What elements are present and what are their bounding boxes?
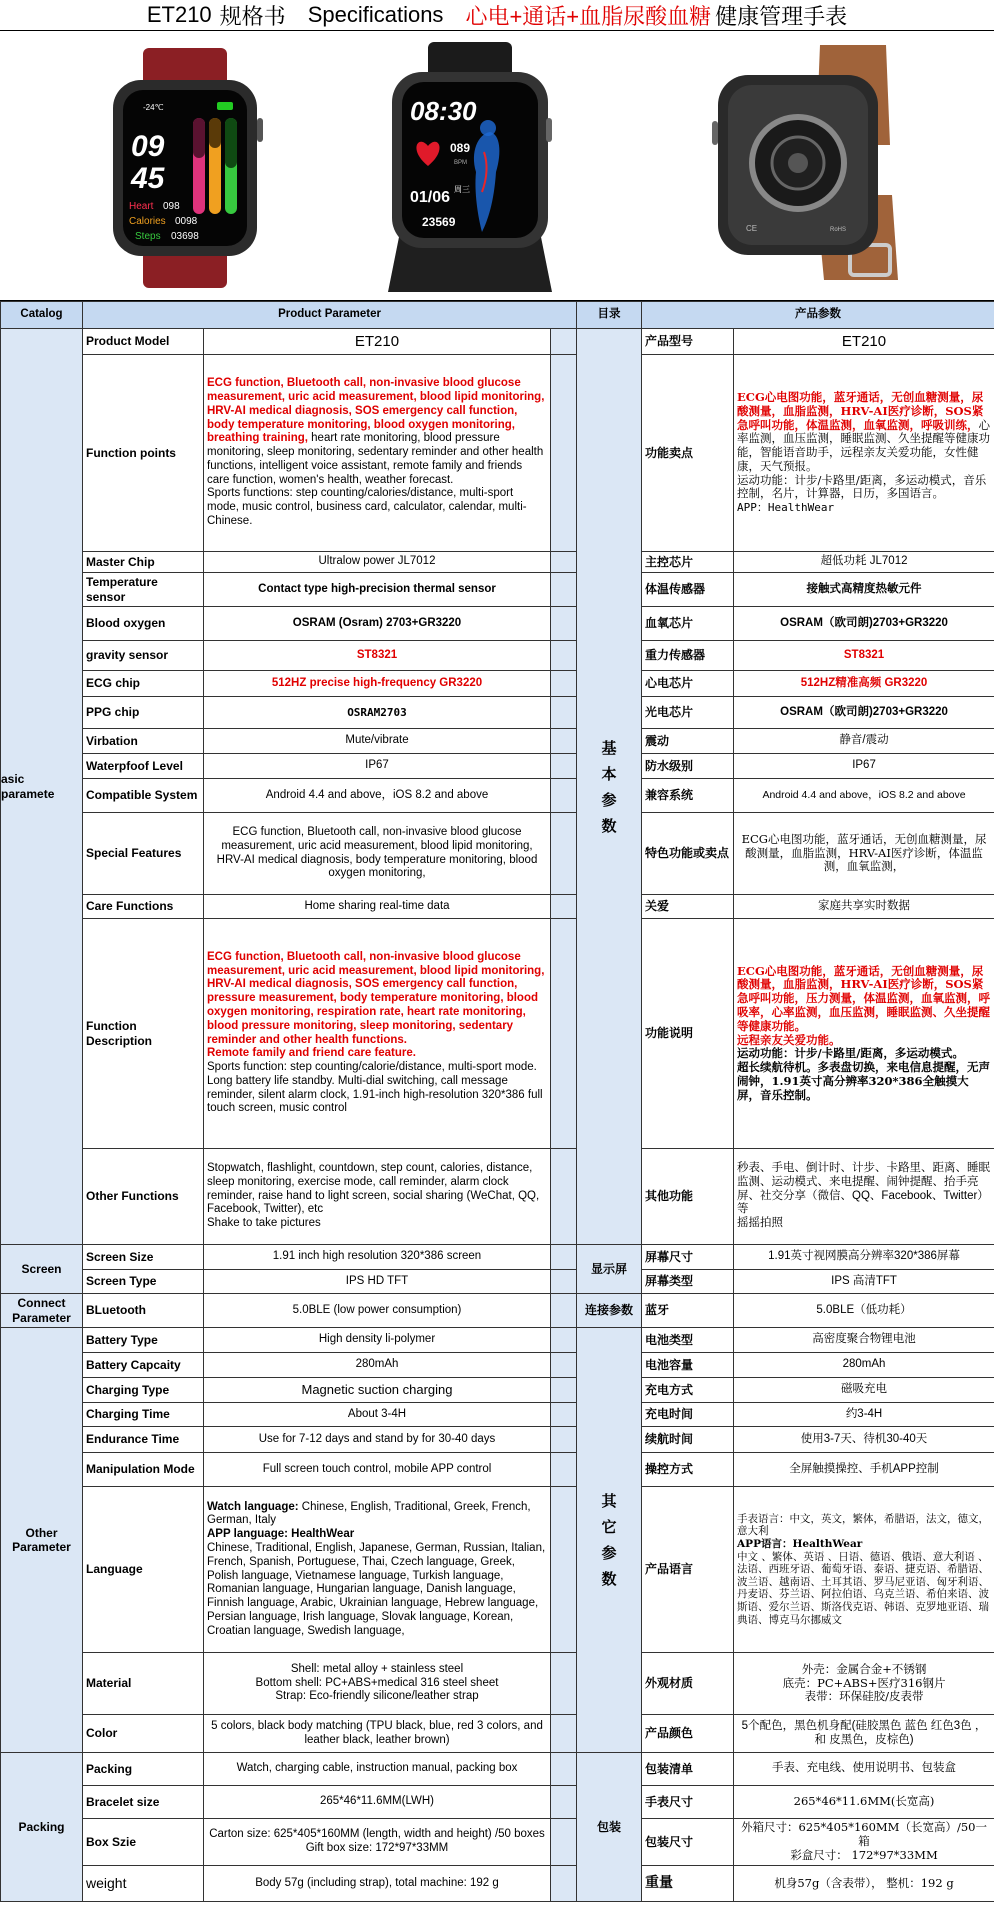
cat-connect: Connect Parameter [1, 1294, 83, 1328]
row-manipulation: Manipulation Mode Full screen touch control, mobile APP control 操控方式 全屏触摸操控、手机APP控制 [1, 1453, 994, 1487]
svg-text:0098: 0098 [175, 216, 198, 227]
row-special: Special Features ECG function, Bluetooth call, non-invasive blood glucose measurement, uric acid measurement, blood lipid monitoring, HRV-AI medical diagnosis, body temperature monitoring, blood oxygen monitoring, 特色功能或卖点 ECG心电图功能，蓝牙通话，无创血糖测量，尿酸测量，血脂监测，HRV-AI医疗诊断，体温监测，血氧监测， [1, 813, 994, 895]
value-model: ET210 [204, 329, 551, 355]
svg-text:089: 089 [450, 141, 471, 155]
row-bluetooth: Connect Parameter BLuetooth 5.0BLE (low power consumption) 连接参数 蓝牙 5.0BLE（低功耗） [1, 1294, 994, 1328]
svg-text:08:30: 08:30 [410, 96, 477, 126]
row-oxygen: Blood oxygen OSRAM (Osram) 2703+GR3220 血氧芯片 OSRAM（欧司朗)2703+GR3220 [1, 607, 994, 641]
cat-basic: asic paramete [1, 329, 83, 1245]
spec-table [0, 301, 994, 1902]
label-model: Product Model [83, 329, 204, 355]
label-function-points: Function points [83, 355, 204, 552]
row-packing: Packing Packing Watch, charging cable, instruction manual, packing box 包装 包装清单 手表、充电线、使用说明书、包装盒 [1, 1753, 994, 1786]
row-compat: Compatible System Android 4.4 and above，iOS 8.2 and above 兼容系统 Android 4.4 and above，iOS 8.2 and above [1, 779, 994, 813]
row-gravity: gravity sensor ST8321 重力传感器 ST8321 [1, 641, 994, 671]
cn-value-model: ET210 [734, 329, 994, 355]
cat-other: Other Parameter [1, 1328, 83, 1753]
svg-text:45: 45 [131, 162, 165, 195]
watch-black-image [370, 42, 570, 292]
svg-text:Steps: Steps [135, 231, 161, 242]
row-weight: weight Body 57g (including strap), total machine: 192 g 重量 机身57g（含表带）， 整机：192 g [1, 1866, 994, 1902]
cn-label-function-points: 功能卖点 [642, 355, 734, 552]
cn-label-model: 产品型号 [642, 329, 734, 355]
row-model [1, 329, 994, 355]
svg-text:03698: 03698 [171, 231, 199, 242]
cn-cat-screen: 显示屏 [577, 1245, 642, 1294]
svg-text:-24℃: -24℃ [143, 103, 164, 112]
row-ecg: ECG chip 512HZ precise high-frequency GR3220 心电芯片 512HZ精准高频 GR3220 [1, 671, 994, 697]
row-battery-capacity: Battery Capcaity 280mAh 电池容量 280mAh [1, 1353, 994, 1378]
cn-cat-basic: 基 本 参 数 [577, 329, 642, 1245]
row-material: Material Shell: metal alloy + stainless steel Bottom shell: PC+ABS+medical 316 steel sheet Strap: Eco-friendly silicone/leather strap 外观材质 外壳：金属合金+不锈钢 底壳：PC+ABS+医疗316钢片 表带：环保硅胶/皮表带 [1, 1653, 994, 1715]
row-bracelet-size: Bracelet size 265*46*11.6MM(LWH) 手表尺寸 265*46*11.6MM(长宽高) [1, 1786, 994, 1819]
row-battery-type: Other Parameter Battery Type High density li-polymer 其 它 参 数 电池类型 高密度聚合物锂电池 [1, 1328, 994, 1353]
row-screen-type: Screen Type IPS HD TFT 屏幕类型 IPS 高清TFT [1, 1270, 994, 1294]
svg-text:CE: CE [746, 224, 758, 233]
title-spec: Specifications [307, 2, 444, 27]
row-function-description: Function Description ECG function, Bluetooth call, non-invasive blood glucose measurement, uric acid measurement, blood lipid monitoring, HRV-AI medical diagnosis, SOS emergency call function, pressure measurement, body temperature monitoring, blood oxygen monitoring, respiration rate, heart rate monitoring, blood pressure monitoring, sleep monitoring, sedentary reminder and other health functions. Remote family and friend care feature. Sports function: step counting/calorie/distance, multi-sport mode. Long battery life standby. Multi-dial switching, call message reminder, silent alarm clock, 1.91-inch high-resolution 320*386 full touch screen, music control 功能说明 ECG心电图功能，蓝牙通话，无创血糖测量，尿酸测量，血脂监测，HRV-AI医疗诊断，SOS紧急呼叫功能，压力测量，体温监测，血氧监测，呼吸率，心率监测，血压监测，睡眠监测、久坐提醒等健康功能。 远程亲友关爱功能。 运动功能：计步/卡路里/距离，多运动模式。 超长续航待机。多表盘切换，来电信息提醒，无声闹钟，1.91英寸高分辨率320*386全触摸大屏，音乐控制。 [1, 919, 994, 1149]
svg-text:BPM: BPM [454, 160, 468, 166]
row-box-size: Box Szie Carton size: 625*405*160MM (length, width and height) /50 boxes Gift box size: 172*97*33MM 包装尺寸 外箱尺寸：625*405*160MM（长宽高）/50一箱 彩盒尺寸： 172*97*33MM [1, 1819, 994, 1866]
svg-text:09: 09 [131, 130, 165, 163]
page-title [0, 0, 994, 31]
row-waterproof: Waterpfoof Level IP67 防水级别 IP67 [1, 754, 994, 779]
watch-brown-back-image [700, 45, 930, 295]
svg-text:Heart: Heart [129, 201, 154, 212]
row-other-functions: Other Functions Stopwatch, flashlight, countdown, step count, calories, distance, sleep monitoring, exercise mode, call reminder, alarm clock reminder, raise hand to light screen, social sharing (WeChat, QQ, Facebook, Twitter), etc Shake to take pictures 其他功能 秒表、手电、倒计时、计步、卡路里、距离、睡眠监测、运动模式、来电提醒、闹钟提醒、抬手亮屏、社交分享（微信、QQ、Facebook、Twitter）等 摇摇拍照 [1, 1149, 994, 1245]
col-mulu: 目录 [577, 302, 642, 329]
col-cn-parameter: 产品参数 [642, 302, 994, 329]
row-language: Language Watch language: Chinese, English, Traditional, Greek, French, German, Italy APP language: HealthWear Chinese, Traditional, English, Japanese, German, Russian, Italian, French, Spanish, Portuguese, Thai, Czech language, Greek, Polish language, Vietnamese language, Turkish language, Romanian language, Hungarian language, Danish language, Finnish language, Arabic, Ukrainian language, Hebrew language, Persian language, Irish language, Slovak language, Korean, Croatian language, Swedish language, 产品语言 手表语言：中文，英文，繁体，希腊语，法文，德文，意大利 APP语言：HealthWear 中文 、繁体、英语 、日语、德语、俄语、意大利语 、法语、西班牙语、葡萄牙语、泰语、捷克语、希腊语、波兰语、越南语、土耳其语、罗马尼亚语、匈牙利语、丹麦语、芬兰语、阿拉伯语、乌克兰语、希伯来语、波斯语、爱尔兰语、斯洛伐克语、韩语、克罗地亚语、瑞典语、博克马尔挪威文 [1, 1487, 994, 1653]
row-charging-type: Charging Type Magnetic suction charging 充电方式 磁吸充电 [1, 1378, 994, 1403]
row-chip: Master Chip Ultralow power JL7012 主控芯片 超低功耗 JL7012 [1, 552, 994, 573]
col-product-parameter: Product Parameter [83, 302, 577, 329]
row-temp: Temperature sensor Contact type high-precision thermal sensor 体温传感器 接触式高精度热敏元件 [1, 573, 994, 607]
svg-text:Calories: Calories [129, 216, 166, 227]
row-screen-size: Screen Screen Size 1.91 inch high resolution 320*386 screen 显示屏 屏幕尺寸 1.91英寸视网膜高分辨率320*386屏幕 [1, 1245, 994, 1270]
cn-cat-connect: 连接参数 [577, 1294, 642, 1328]
row-charging-time: Charging Time About 3-4H 充电时间 约3-4H [1, 1403, 994, 1427]
cn-value-function-points: ECG心电图功能，蓝牙通话，无创血糖测量，尿酸测量，血脂监测，HRV-AI医疗诊断，SOS紧急呼叫功能，体温监测，血氧监测，呼吸训练，心率监测，血压监测，睡眠监测、久坐提醒等健康功能，智能语音助手，远程亲友关爱功能，女性健康，天气预报。 运动功能：计步/卡路里/距离，多运动模式，音乐控制，名片，计算器，日历，多国语言。 APP：HealthWear [734, 355, 994, 552]
title-doc: 规格书 [219, 3, 286, 29]
svg-text:周三: 周三 [454, 185, 470, 194]
cn-cat-other: 其 它 参 数 [577, 1328, 642, 1753]
col-catalog: Catalog [1, 302, 83, 329]
cn-cat-packing: 包装 [577, 1753, 642, 1902]
row-vibration: Virbation Mute/vibrate 震动 静音/震动 [1, 729, 994, 754]
cat-packing: Packing [1, 1753, 83, 1902]
row-color: Color 5 colors, black body matching (TPU black, blue, red 3 colors, and leather black, leather brown) 产品颜色 5个配色，黑色机身配(硅胶黑色 蓝色 红色3色 ，和 皮黑色，皮棕色) [1, 1715, 994, 1753]
product-photos [0, 30, 994, 301]
watch-red-image [105, 48, 265, 288]
svg-text:01/06: 01/06 [410, 189, 451, 206]
row-care: Care Functions Home sharing real-time data 关爱 家庭共享实时数据 [1, 895, 994, 919]
row-ppg: PPG chip OSRAM2703 光电芯片 OSRAM（欧司朗)2703+GR3220 [1, 697, 994, 729]
row-endurance: Endurance Time Use for 7-12 days and stand by for 30-40 days 续航时间 使用3-7天、待机30-40天 [1, 1427, 994, 1453]
title-tail: 健康管理手表 [715, 3, 848, 29]
title-highlight: 心电+通话+血脂尿酸血糖 [465, 3, 712, 29]
svg-text:098: 098 [163, 201, 180, 212]
cat-screen: Screen [1, 1245, 83, 1294]
row-function-points [1, 355, 994, 552]
svg-text:RoHS: RoHS [830, 227, 847, 233]
svg-text:23569: 23569 [422, 215, 456, 229]
value-function-points: ECG function, Bluetooth call, non-invasive blood glucose measurement, uric acid measurement, blood lipid monitoring, HRV-AI medical diagnosis, SOS emergency call function, body temperature monitoring, blood oxygen monitoring, breathing training, heart rate monitoring, blood pressure monitoring, sleep monitoring, sedentary reminder and other health functions, intelligent voice assistant, remote family and friends care function, women's health, weather forecast. Sports functions: step counting/calories/distance, multi-sport mode, music control, business card, calculator, calendar, multi-Chinese. [204, 355, 551, 552]
title-model: ET210 [146, 2, 212, 27]
